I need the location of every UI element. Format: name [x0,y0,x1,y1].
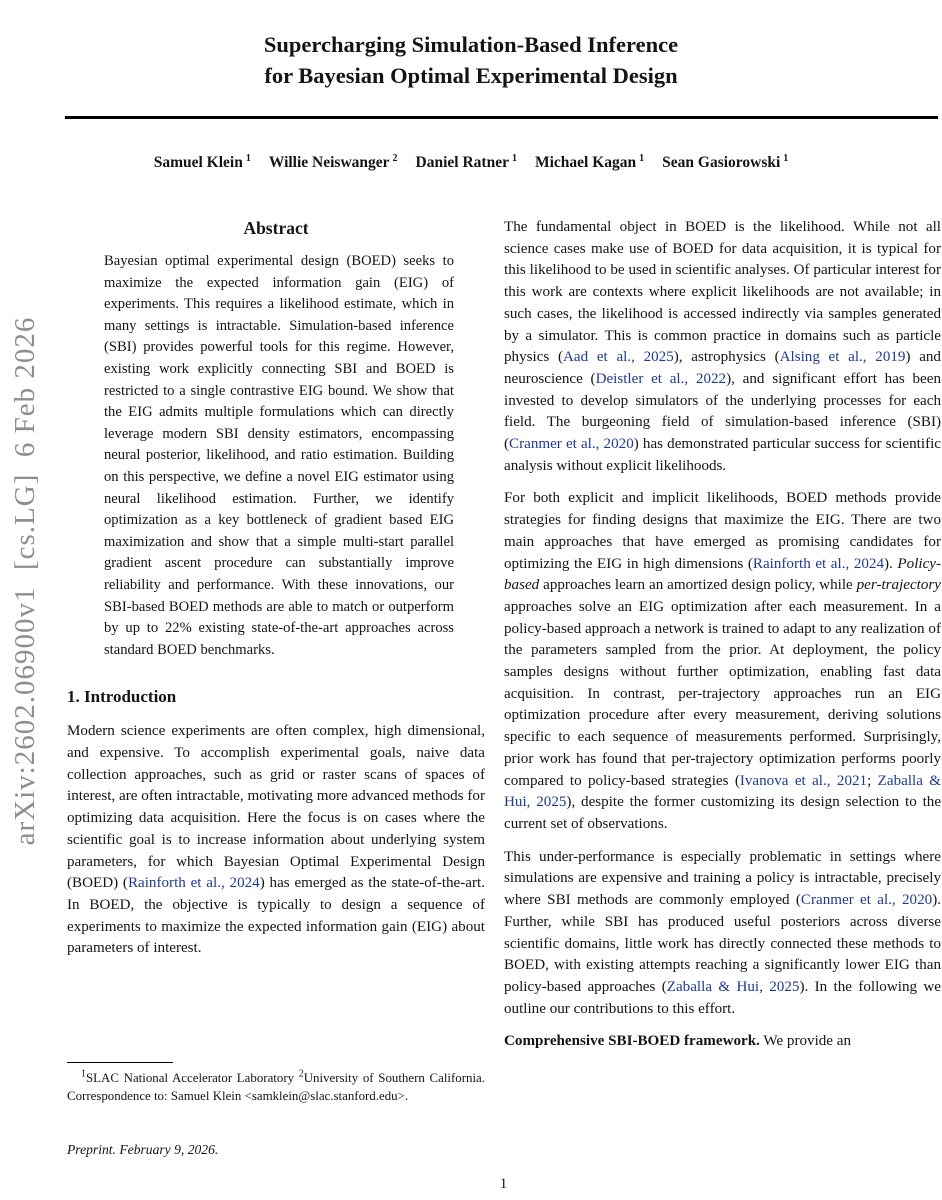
text-segment: This under-performance is especially problematic in settings where simulations are expensive and training a policy is intractable, precisely where SBI methods are commonly employed ( [504,848,941,909]
text-segment: ) has demonstrated particular success for scientific analysis without explicit likelihoods. [504,436,941,474]
author [269,154,398,171]
text-segment: ). Further, while SBI has produced useful posteriors across diverse scientific domains, little work has directly connected these methods to BOED, with existing attempts reaching a significantly lower EIG than policy-based approaches ( [504,892,941,995]
citation-link[interactable]: Deistler et al., 2022 [595,370,727,387]
author-name: Michael Kagan [534,154,637,171]
author-affiliation-marker: 1 [783,152,789,164]
footnote-marker: 1 [81,1068,86,1080]
text-segment: ), despite the former customizing its design selection to the current set of observations. [504,794,942,832]
text-segment: per-trajectory [856,577,941,594]
text-segment: Modern science experiments are often complex, high dimensional, and expensive. To accomplish experimental goals, naive data collection approaches, such as grid or raster scans of spaces of interest, are often intractable, motivating more advanced methods for optimizing data acquisition. Here the focus is on cases where the scientific goal is to increase information about underlying system parameters, for which Bayesian Optimal Experimental Design (BOED) ( [67,723,485,892]
paragraph-likelihood [504,217,941,477]
author [662,154,788,171]
paper-title [0,29,942,91]
author [535,154,644,171]
left-column [67,218,485,971]
paragraph-contribution-lead [504,1031,941,1053]
citation-link[interactable]: Ivanova et al., 2021 [739,772,868,789]
text-segment: ), astrophysics ( [673,349,780,366]
paragraph-approaches [504,488,941,835]
author [416,154,517,171]
title-line-1: Supercharging Simulation-Based Inference [263,32,679,57]
citation-link[interactable]: Alsing et al., 2019 [779,349,906,366]
text-segment: Policy-based [504,555,942,594]
citation-link[interactable]: Cranmer et al., 2020 [800,892,933,909]
text-segment: ) and neuroscience ( [504,349,941,387]
text-segment: University of Southern California. Correspondence to: Samuel Klein <samklein@slac.stanford.edu>. [67,1071,485,1103]
text-segment: SLAC National Accelerator Laboratory [86,1071,299,1085]
text-segment: approaches learn an amortized design policy, while [539,577,857,594]
preprint-note: Preprint. February 9, 2026. [67,1142,219,1157]
citation-link[interactable]: Zaballa & Hui, 2025 [504,772,942,811]
footnote-rule [67,1062,173,1063]
author-affiliation-marker: 2 [392,152,398,164]
text-segment: approaches solve an EIG optimization after each measurement. In a policy-based approach a network is trained to adapt to any realization of the parameters sampled from the prior. At deployment, the policy samples designs without further optimization, enabling fast data acquisition. In contrast, per-trajectory approaches run an EIG optimization procedure after every measurement, deriving solutions specific to each sequence of measurements performed. Surprisingly, prior work has found that per-trajectory optimization performs poorly compared to policy-based strategies ( [504,598,941,789]
citation-link[interactable]: Rainforth et al., 2024 [127,875,260,892]
text-segment: ). In the following we outline our contributions to this effort. [504,978,942,1017]
author [154,154,251,171]
arxiv-watermark: arXiv:2602.06900v1 [cs.LG] 6 Feb 2026 [9,316,41,846]
abstract-heading: Abstract [243,218,309,238]
text-segment: Comprehensive SBI-BOED framework. [504,1033,760,1050]
author-affiliation-marker: 1 [511,152,517,164]
text-segment: The fundamental object in BOED is the likelihood. While not all science cases make use of BOED for data acquisition, it is typical for this likelihood to be used in scientific analyses. Of particular interest for this work are contexts where explicit likelihoods are not available; in such cases, the likelihood is accessed indirectly via samples generated by a simulator. This is common practice in domains such as particle physics ( [504,219,941,366]
author-name: Sean Gasiorowski [662,154,781,171]
footnote-text [67,1069,485,1105]
author-name: Willie Neiswanger [268,154,390,171]
abstract-text: Bayesian optimal experimental design (BOED) seeks to maximize the expected information gain (EIG) of experiments. This requires a likelihood estimate, which in many settings is intractable. Simulation-based inference (SBI) provides powerful tools for this regime. However, existing work explicitly connecting SBI and BOED is restricted to a single contrastive EIG bound. We show that the EIG admits multiple formulations which can directly leverage modern SBI density estimators, encompassing neural posterior, likelihood, and ratio estimation. Building on this perspective, we define a novel EIG estimator using neural likelihood estimation. Further, we identify optimization as a key bottleneck of gradient based EIG maximization and show that a simple multi-start parallel gradient ascent procedure can substantially improve reliability and performance. With these innovations, our SBI-based BOED methods are able to match or outperform by up to 22% existing state-of-the-art approaches across standard BOED benchmarks. [104,253,454,658]
text-segment: ), and significant effort has been invested to develop simulators of the underlying processes for each field. The burgeoning field of simulation-based inference (SBI) ( [504,370,942,453]
title-rule [65,116,938,119]
author-name: Daniel Ratner [415,154,509,171]
text-segment: ). [884,555,898,572]
text-segment: ) has emerged as the state-of-the-art. In BOED, the objective is typically to design a sequence of experiments to maximize the expected information gain (EIG) about parameters of interest. [67,875,485,957]
author-affiliation-marker: 1 [245,152,251,164]
paragraph-underperformance [504,847,941,1021]
footnote-marker: 2 [298,1068,304,1080]
text-segment: We provide an [759,1033,852,1050]
text-segment: For both explicit and implicit likelihoods, BOED methods provide strategies for finding designs that maximize the EIG. There are two main approaches that have emerged as promising candidates for optimizing the EIG in high dimensions ( [504,490,941,572]
author-affiliation-marker: 1 [639,152,645,164]
page-number: 1 [499,1176,508,1192]
title-line-2: for Bayesian Optimal Experimental Design [264,63,678,88]
citation-link[interactable]: Aad et al., 2025 [563,349,674,366]
citation-link[interactable]: Cranmer et al., 2020 [509,436,634,453]
author-name: Samuel Klein [153,154,243,171]
authors-line [0,154,942,172]
section-heading-introduction: 1. Introduction [67,687,177,707]
citation-link[interactable]: Rainforth et al., 2024 [752,555,885,572]
text-segment: ; [867,772,878,789]
citation-link[interactable]: Zaballa & Hui, 2025 [666,978,800,995]
introduction-paragraph [67,721,485,960]
right-column [504,217,941,1064]
